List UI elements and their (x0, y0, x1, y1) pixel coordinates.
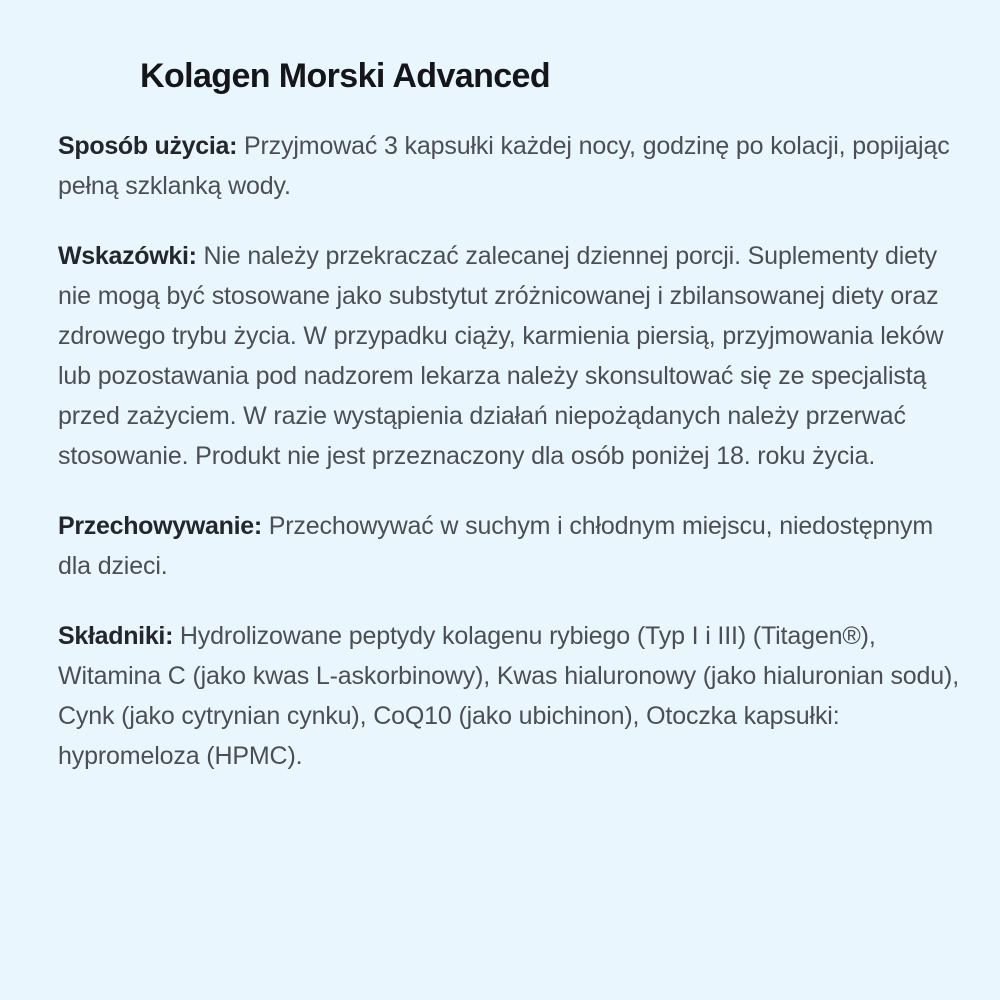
section-storage (58, 506, 960, 586)
section-body-ingredients: Hydrolizowane peptydy kolagenu rybiego (Typ I i III) (Titagen®), Witamina C (jako kwas L-askorbinowy), Kwas hialuronowy (jako hialuronian sodu), Cynk (jako cytrynian cynku), CoQ10 (jako ubichinon), Otoczka kapsułki: hypromeloza (HPMC). (58, 622, 960, 770)
section-body-dosage: Przyjmować 3 kapsułki każdej nocy, godzinę po kolacji, popijając pełną szklanką wody. (58, 132, 950, 200)
product-header (62, 56, 960, 96)
section-body-warnings: Nie należy przekraczać zalecanej dziennej porcji. Suplementy diety nie mogą być stosowane jako substytut zróżnicowanej i zbilansowanej diety oraz zdrowego trybu życia. W przypadku ciąży, karmienia piersią, przyjmowania leków lub pozostawania pod nadzorem lekarza należy skonsultować się ze specjalistą przed zażyciem. W razie wystąpienia działań niepożądanych należy przerwać stosowanie. Produkt nie jest przeznaczony dla osób poniżej 18. roku życia. (58, 242, 944, 470)
section-warnings (58, 236, 960, 476)
poland-flag-icon (62, 56, 122, 96)
section-label-ingredients: Składniki: (58, 622, 174, 650)
section-body-storage: Przechowywać w suchym i chłodnym miejscu, niedostępnym dla dzieci. (58, 512, 934, 580)
section-label-storage: Przechowywanie: (58, 512, 262, 540)
section-label-warnings: Wskazówki: (58, 242, 197, 270)
section-ingredients (58, 616, 960, 776)
page-title: Kolagen Morski Advanced (140, 57, 551, 95)
section-label-dosage: Sposób użycia: (58, 132, 238, 160)
section-dosage (58, 126, 960, 206)
